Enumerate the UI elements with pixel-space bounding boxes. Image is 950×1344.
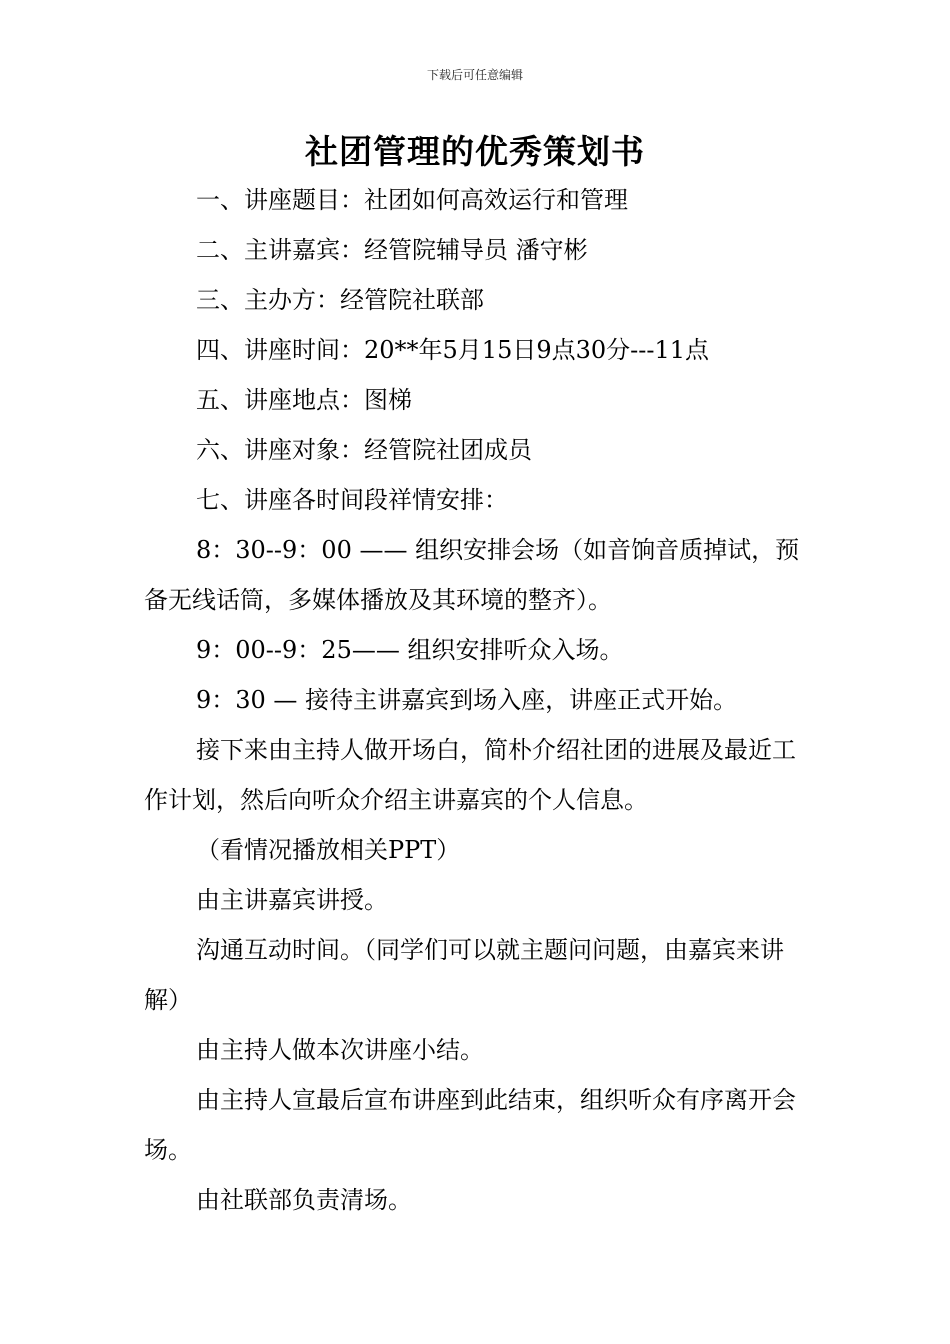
paragraph-location: 五、讲座地点：图梯 — [196, 386, 412, 414]
paragraph-speaker: 二、主讲嘉宾：经管院辅导员 潘守彬 — [196, 236, 588, 264]
paragraph-summary: 由主持人做本次讲座小结。 — [196, 1036, 484, 1064]
paragraph-ppt-note: （看情况播放相关PPT） — [196, 836, 461, 864]
header-note: 下载后可任意编辑 — [426, 68, 523, 82]
paragraph-cleanup: 由社联部负责清场。 — [196, 1186, 412, 1214]
paragraph-lecture-topic: 一、讲座题目：社团如何高效运行和管理 — [196, 186, 628, 214]
paragraph-interaction: 沟通互动时间。（同学们可以就主题问问题，由嘉宾来讲解） — [144, 936, 784, 1014]
paragraph-organizer: 三、主办方：经管院社联部 — [196, 286, 484, 314]
paragraph-time: 四、讲座时间：20**年5月15日9点30分---11点 — [196, 336, 710, 364]
document-title: 社团管理的优秀策划书 — [305, 132, 645, 171]
paragraph-schedule-heading: 七、讲座各时间段祥情安排： — [196, 486, 508, 514]
paragraph-schedule-item: 8：30--9：00 —— 组织安排会场（如音饷音质掉试，预备无线话筒，多媒体播放及其环境的整齐）。 — [144, 536, 800, 614]
document-body — [144, 175, 814, 1225]
paragraph-audience: 六、讲座对象：经管院社团成员 — [196, 436, 532, 464]
paragraph-closing: 由主持人宣最后宣布讲座到此结束，组织听众有序离开会场。 — [144, 1086, 796, 1164]
paragraph-schedule-item: 9：30 — 接待主讲嘉宾到场入座，讲座正式开始。 — [196, 686, 738, 714]
paragraph-schedule-item: 9：00--9：25—— 组织安排听众入场。 — [196, 636, 624, 664]
paragraph-lecture: 由主讲嘉宾讲授。 — [196, 886, 388, 914]
paragraph-host-intro: 接下来由主持人做开场白，简朴介绍社团的进展及最近工作计划，然后向听众介绍主讲嘉宾的个人信息。 — [144, 736, 796, 814]
